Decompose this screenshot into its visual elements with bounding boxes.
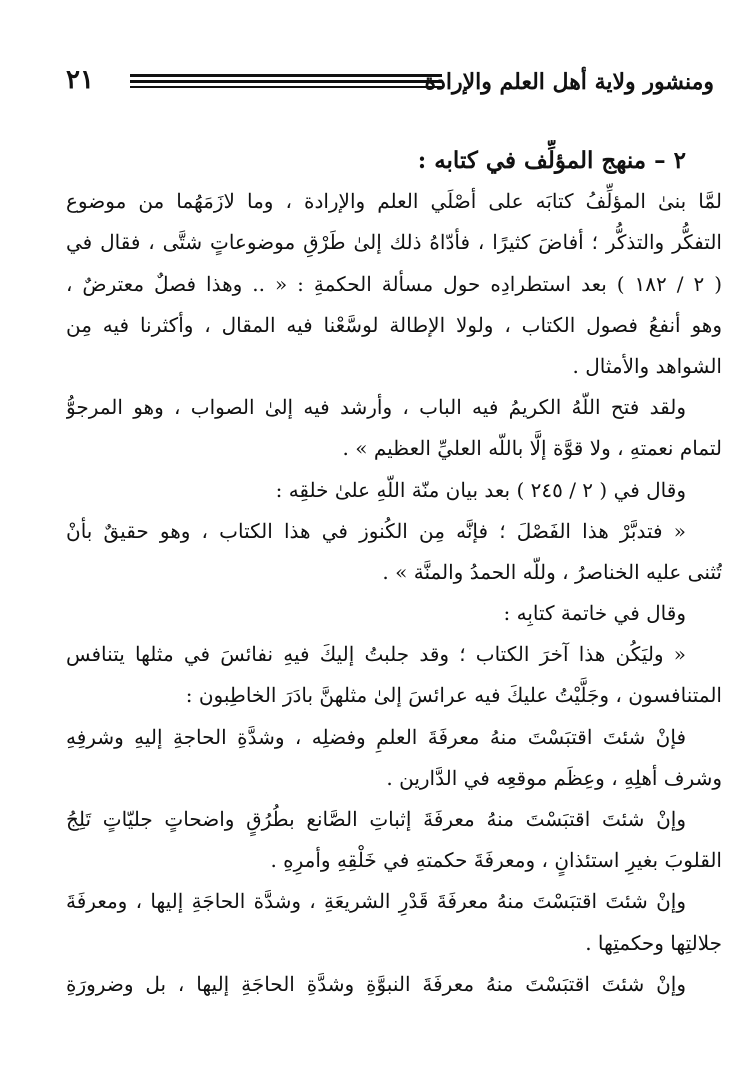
text-line: فإنْ شئتَ اقتبَسْتَ منهُ معرفَةَ العلمِ وفضلِه ، وشدَّةِ الحاجةِ إليهِ وشرفِهِ <box>66 724 687 749</box>
header-rule <box>130 74 442 88</box>
text-line: لمَّا بنىٰ المؤلِّفُ كتابَه على أصْلَي العلم والإرادة ، وما لازَمَهُما من موضوع <box>66 189 722 214</box>
header-rule-line-1 <box>130 74 442 77</box>
body-text <box>66 140 722 1005</box>
text-line: الشواهد والأمثال . <box>572 353 722 378</box>
text-line: وقال في خاتمة كتابِه : <box>503 601 686 626</box>
text-line: لتمام نعمتهِ ، ولا قوَّة إلَّا باللّه العليِّ العظيم » . <box>342 436 722 461</box>
text-line: « وليَكُن هذا آخرَ الكتاب ؛ وقد جلبتُ إليكَ فيهِ نفائسَ في مثلها يتنافس <box>66 642 686 667</box>
text-line: جلالتِها وحكمتِها . <box>585 930 722 955</box>
text-line: وإنْ شئتَ اقتبَسْتَ منهُ معرفَةَ قَدْرِ الشريعَةِ ، وشدَّة الحاجَةِ إليها ، ومعرفَةَ <box>66 889 686 914</box>
text-line: ( ٢ / ١٨٢ ) بعد استطرادِه حول مسألة الحكمةِ : « .. وهذا فصلٌ معترضٌ ، <box>66 271 722 296</box>
header-rule-line-2 <box>130 80 442 83</box>
text-line: المتنافسون ، وجَلَّيْتُ عليكَ فيه عرائسَ إلىٰ مثلهنَّ بادَرَ الخاطِبون : <box>185 683 722 708</box>
text-line: وإنْ شئتَ اقتبَسْتَ منهُ معرفَةَ النبوَّةِ وشدَّةِ الحاجَةِ إليها ، بل وضرورَةِ <box>66 971 686 996</box>
text-line: وشرف أهلِهِ ، وعِظَم موقعِه في الدَّارين . <box>386 765 722 790</box>
text-line: « فتدبَّرْ هذا الفَصْلَ ؛ فإنَّه مِن الكُنوز في هذا الكتاب ، وهو حقيقٌ بأنْ <box>66 518 686 543</box>
page-header <box>66 62 714 102</box>
text-line: التفكُّر والتذكُّر ؛ أفاضَ كثيرًا ، فأدّاهُ ذلك إلىٰ طَرْقِ موضوعاتٍ شتَّى ، فقال في <box>66 230 722 255</box>
text-line: ولقد فتح اللّهُ الكريمُ فيه الباب ، وأرشد فيه إلىٰ الصواب ، وهو المرجوُّ <box>66 395 686 420</box>
text-line: وقال في ( ٢ / ٢٤٥ ) بعد بيان منّة اللّهِ علىٰ خلقِه : <box>275 477 686 502</box>
header-rule-line-3 <box>130 86 442 88</box>
page-number: ٢١ <box>66 65 94 95</box>
text-line: وإنْ شئتَ اقتبَسْتَ منهُ معرفَةَ إثباتِ الصَّانع بطُرُقٍ واضحاتٍ جليّاتٍ تَلِجُ <box>66 807 686 831</box>
section-heading: ٢ – منهج المؤلِّف في كتابه : <box>417 147 686 174</box>
running-title: ومنشور ولاية أهل العلم والإرادة <box>424 69 714 95</box>
text-line: تُثنى عليه الخناصرُ ، وللّه الحمدُ والمنَّة » . <box>382 559 722 584</box>
text-line: القلوبَ بغيرِ استئذانٍ ، ومعرفَةَ حكمتهِ في خَلْقِهِ وأمرِهِ . <box>270 848 722 873</box>
text-line: وهو أنفعُ فصول الكتاب ، ولولا الإطالة لوسَّعْنا فيه المقال ، وأكثرنا فيه مِن <box>66 312 722 337</box>
